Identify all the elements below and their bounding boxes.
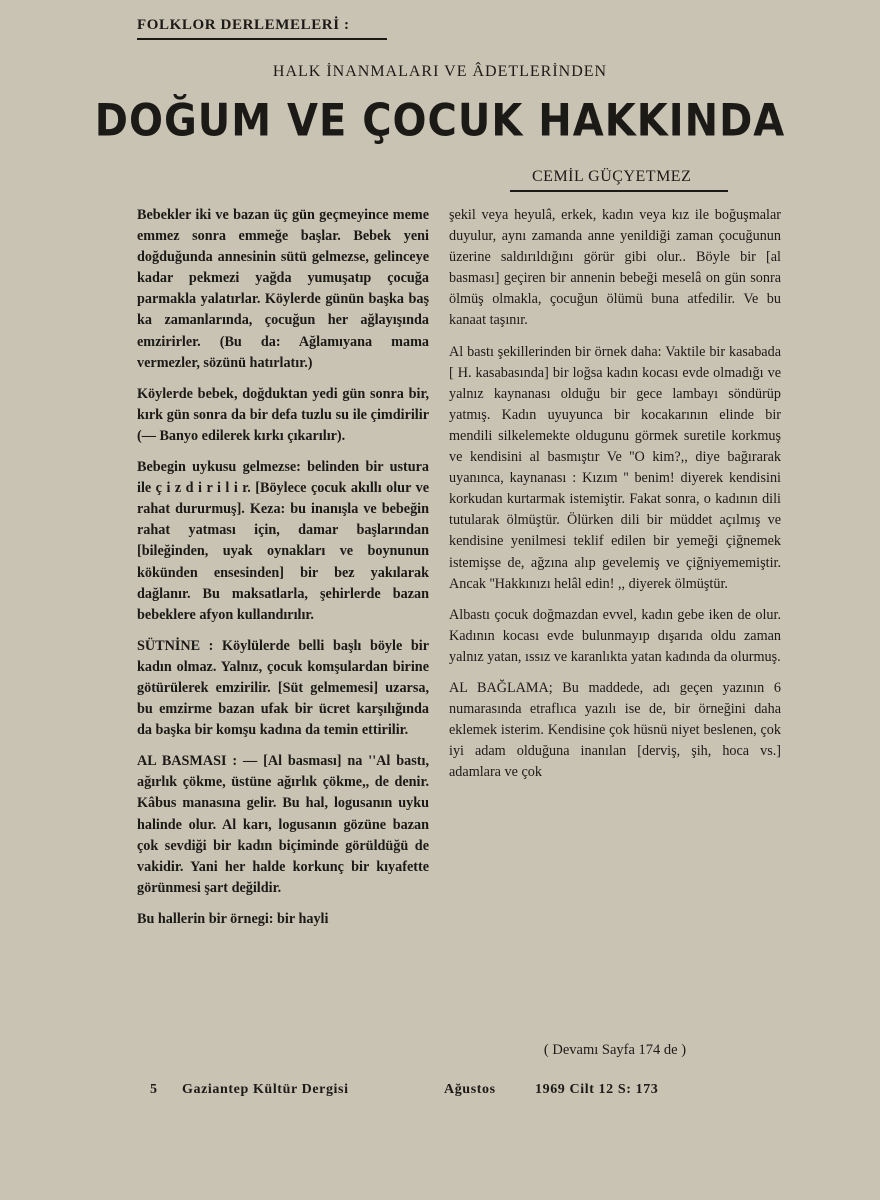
paragraph: Al bastı şekillerinden bir örnek daha: Vaktile bir kasabada [ H. kasabasında] bir loğsa kadın kocası evde olmadığı ve yalnız kaynanası olduğu bir gece lambayı söndürüp yatmış. Kadın uyuyunca bir kocakarının elinde bir mendili silkelemekte oldugunu görmek suretile korkmuş ve kendisini al basmıştır Ve ''O kim?,, diye bağırarak uyanınca, kaynanası : Kızım '' benim! diyerek kendisini korkudan kurtarmak istemiştir. Fakat sonra, o kadının dili tutularak ölmüştür. Ölürken dili bir müddet açılmış ve kendisine yenilmesi teklif edilen bir yemeği çiğnemek istemişse de, ağzına alıp gevelemiş ve çiğniyememiştir. Ancak ''Hakkınızı helâl edin! ,, diyerek ölmüştür. <box>449 343 781 592</box>
paragraph: Bu hallerin bir örnegi: bir hayli <box>137 910 329 927</box>
continued-note: ( Devamı Sayfa 174 de ) <box>543 1042 687 1058</box>
section-underline <box>137 38 387 40</box>
magazine-name: Gaziantep Kültür Dergisi <box>182 1082 349 1097</box>
issue-volume: 1969 Cilt 12 S: 173 <box>535 1082 659 1097</box>
paragraph: şekil veya heyulâ, erkek, kadın veya kız ile boğuşmalar duyulur, aynı zamanda anne yenildiği zaman çocuğunun üzerine saldırıldığını görür gibi olur.. Böyle bir [al basması] geçiren bir annenin bebeği meselâ on gün sonra ölmüş olmakla, çocuğun ölümü buna atfedilir. Ve bu kanaat taşınır. <box>449 207 781 329</box>
left-column <box>137 205 429 940</box>
paragraph: AL BASMASI : — [Al basması] na ''Al bastı, ağırlık çökme, üstüne ağırlık çökme,, de denir. Kâbus manasına gelir. Bu hal, logusanın uyku halinde olur. Al karı, logusanın gözüne bazan çok sevdiği bir kadın biçiminde görüldüğü de vakidir. Yani her halde korkunç bir kıyafette görünmesi şart değildir. <box>137 753 429 896</box>
paragraph: Bebekler iki ve bazan üç gün geçmeyince meme emmez sonra emmeğe başlar. Bebek yeni doğduğunda annesinin sütü gelmezse, gelinceye kadar pekmezi yağda yumuşatıp çocuğa parmakla yalatırlar. Köylerde günün başka baş ka zamanlarında, çocuğun her ağlayışında emzirirler. (Bu da: Ağlamıyana mama vermezler, sözünü hatırlatır.) <box>137 207 429 371</box>
section-label: FOLKLOR DERLEMELERİ : <box>137 17 350 33</box>
paragraph: SÜTNİNE : Köylülerde belli başlı böyle bir kadın olmaz. Yalnız, çocuk komşulardan birine götürülerek emzirilir. [Süt gelmemesi] uzarsa, bu emzirme bazan ufak bir ücret karşılığında da başka bir komşu kadına da temin ettirilir. <box>137 637 429 739</box>
page-number: 5 <box>150 1082 158 1097</box>
paragraph: Bebegin uykusu gelmezse: belinden bir ustura ile ç i z d i r i l i r. [Böylece çocuk akıllı olur ve rahat dururmuş]. Keza: bu inanışla ve bebeğin rahat yatması için, damar başlarından [bileğinden, uyak oynakları ve boynunun kökünden ensesinden] bir bez yakılarak dağlanır. Bu maksatlarla, şehirlerde bazan bebeklere afyon kullandırılır. <box>137 459 429 623</box>
article-kicker: HALK İNANMALARI VE ÂDETLERİNDEN <box>272 63 608 80</box>
article-title: DOĞUM VE ÇOCUK HAKKINDA <box>94 95 786 147</box>
paragraph: AL BAĞLAMA; Bu maddede, adı geçen yazının 6 numarasında etraflıca yazılı ise de, bir örneğini daha eklemek isterim. Kendisine çok hüsnü niyet beslenen, çok iyi adam olduğuna inanılan [derviş, şih, hoca vs.] adamlara ve çok <box>449 679 781 781</box>
article-author: CEMİL GÜÇYETMEZ <box>532 168 692 185</box>
author-underline <box>510 190 728 192</box>
right-column <box>449 205 781 793</box>
paragraph: Köylerde bebek, doğduktan yedi gün sonra bir, kırk gün sonra da bir defa tuzlu su ile çimdirilir (— Banyo edilerek kırkı çıkarılır). <box>137 385 429 444</box>
paragraph: Albastı çocuk doğmazdan evvel, kadın gebe iken de olur. Kadının kocası evde bulunmayıp dışarıda oldu zaman yalnız yatan, ıssız ve karanlıkta yatan kadında da olurmuş. <box>449 606 781 665</box>
issue-month: Ağustos <box>444 1082 496 1097</box>
